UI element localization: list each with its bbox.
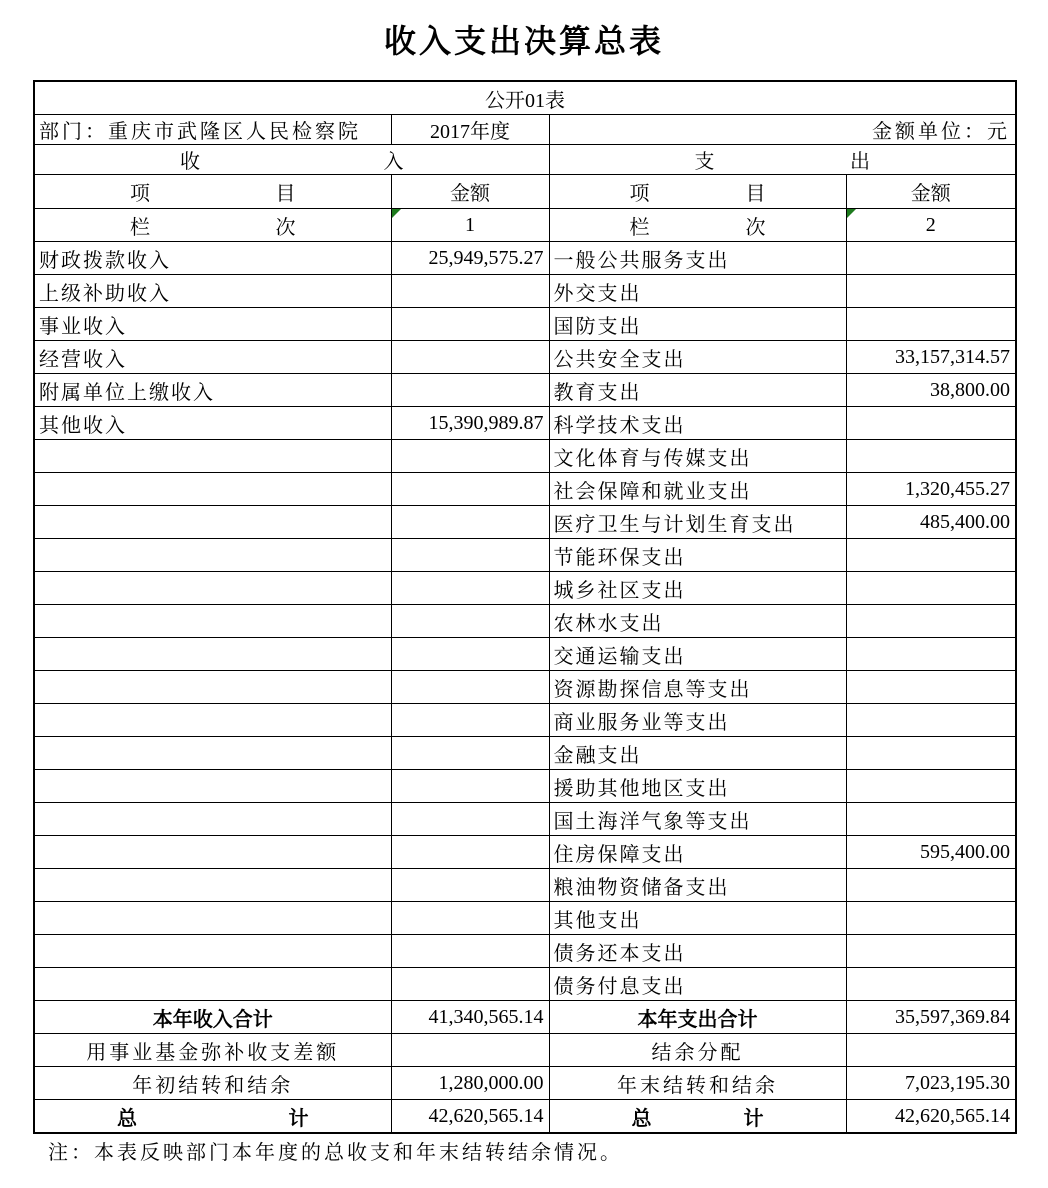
expense-amount-cell	[846, 539, 1016, 572]
income-item-cell	[34, 968, 391, 1001]
expense-item-cell: 外交支出	[549, 275, 846, 308]
income-total-amount: 41,340,565.14	[391, 1001, 549, 1034]
income-item-cell: 财政拨款收入	[34, 242, 391, 275]
income-item-cell: 经营收入	[34, 341, 391, 374]
expense-item-cell: 文化体育与传媒支出	[549, 440, 846, 473]
income-grand-total-label-text: 总 计	[117, 1107, 309, 1130]
income-column-number: 1	[465, 213, 475, 236]
table-row	[34, 473, 1016, 506]
income-item-cell	[34, 803, 391, 836]
fund-adjust-label: 用事业基金弥补收支差额	[34, 1034, 391, 1067]
income-amount-cell	[391, 638, 549, 671]
expense-total-amount: 35,597,369.84	[846, 1001, 1016, 1034]
expense-amount-cell	[846, 275, 1016, 308]
expense-item-cell: 债务还本支出	[549, 935, 846, 968]
table-row	[34, 935, 1016, 968]
expense-amount-cell	[846, 704, 1016, 737]
expense-amount-cell	[846, 737, 1016, 770]
table-row	[34, 407, 1016, 440]
income-amount-col-header: 金额	[391, 175, 549, 209]
column-number-row	[34, 209, 1016, 242]
income-item-cell	[34, 572, 391, 605]
expense-item-cell: 金融支出	[549, 737, 846, 770]
income-amount-cell	[391, 473, 549, 506]
income-grand-total-label	[34, 1100, 391, 1134]
income-item-cell	[34, 770, 391, 803]
expense-item-cell: 资源勘探信息等支出	[549, 671, 846, 704]
income-item-cell	[34, 935, 391, 968]
expense-amount-cell	[846, 902, 1016, 935]
income-amount-cell	[391, 671, 549, 704]
expense-item-cell: 医疗卫生与计划生育支出	[549, 506, 846, 539]
expense-item-cell: 公共安全支出	[549, 341, 846, 374]
expense-grand-total-label-text: 总 计	[631, 1107, 764, 1130]
expense-item-cell: 教育支出	[549, 374, 846, 407]
table-row	[34, 902, 1016, 935]
table-row	[34, 572, 1016, 605]
ending-carryover-label: 年末结转和结余	[549, 1067, 846, 1100]
expense-item-cell: 国防支出	[549, 308, 846, 341]
income-item-col-header	[34, 175, 391, 209]
amount-unit-label: 金额单位：元	[549, 115, 1016, 145]
expense-amount-cell	[846, 572, 1016, 605]
expense-item-cell: 社会保障和就业支出	[549, 473, 846, 506]
expense-item-cell: 科学技术支出	[549, 407, 846, 440]
income-amount-cell	[391, 572, 549, 605]
table-row	[34, 605, 1016, 638]
expense-amount-cell	[846, 605, 1016, 638]
table-row	[34, 308, 1016, 341]
income-amount-cell	[391, 506, 549, 539]
income-column-number-cell	[391, 209, 549, 242]
table-row	[34, 638, 1016, 671]
table-row	[34, 671, 1016, 704]
income-section-header-text: 收 入	[180, 151, 404, 173]
income-item-cell	[34, 737, 391, 770]
income-item-cell	[34, 671, 391, 704]
income-amount-cell	[391, 935, 549, 968]
year-total-row	[34, 1001, 1016, 1034]
income-item-cell: 附属单位上缴收入	[34, 374, 391, 407]
expense-item-cell: 节能环保支出	[549, 539, 846, 572]
table-row	[34, 869, 1016, 902]
expense-amount-cell	[846, 968, 1016, 1001]
sheet-label-row	[34, 81, 1016, 115]
expense-amount-cell	[846, 671, 1016, 704]
expense-item-cell: 国土海洋气象等支出	[549, 803, 846, 836]
fiscal-year-label: 2017年度	[391, 115, 549, 145]
footnote: 注：本表反映部门本年度的总收支和年末结转结余情况。	[48, 1142, 623, 1164]
income-amount-cell	[391, 539, 549, 572]
expense-amount-cell: 1,320,455.27	[846, 473, 1016, 506]
table-container	[33, 80, 1017, 1134]
income-amount-cell	[391, 605, 549, 638]
expense-item-cell: 援助其他地区支出	[549, 770, 846, 803]
expense-amount-cell	[846, 935, 1016, 968]
table-row	[34, 341, 1016, 374]
expense-amount-cell	[846, 869, 1016, 902]
expense-column-number: 2	[925, 213, 936, 236]
expense-amount-cell	[846, 770, 1016, 803]
income-item-cell	[34, 440, 391, 473]
column-header-row	[34, 175, 1016, 209]
expense-amount-cell	[846, 407, 1016, 440]
income-amount-cell	[391, 275, 549, 308]
expense-item-cell: 城乡社区支出	[549, 572, 846, 605]
income-amount-cell	[391, 440, 549, 473]
expense-item-cell: 其他支出	[549, 902, 846, 935]
income-section-header	[34, 145, 549, 175]
table-row	[34, 803, 1016, 836]
excel-text-marker-icon	[392, 209, 401, 218]
table-row	[34, 737, 1016, 770]
income-column-label-text: 栏 次	[130, 216, 296, 239]
income-item-cell: 其他收入	[34, 407, 391, 440]
income-item-cell	[34, 704, 391, 737]
beginning-carryover-amount: 1,280,000.00	[391, 1067, 549, 1100]
surplus-distribution-amount	[846, 1034, 1016, 1067]
section-header-row	[34, 145, 1016, 175]
expense-column-label	[549, 209, 846, 242]
grand-total-row	[34, 1100, 1016, 1134]
fund-adjust-row	[34, 1034, 1016, 1067]
income-amount-cell	[391, 374, 549, 407]
expense-section-header-text: 支 出	[694, 151, 870, 173]
table-row	[34, 770, 1016, 803]
income-total-label: 本年收入合计	[34, 1001, 391, 1034]
income-amount-cell	[391, 308, 549, 341]
expense-amount-cell	[846, 803, 1016, 836]
income-item-cell	[34, 638, 391, 671]
expense-item-cell: 一般公共服务支出	[549, 242, 846, 275]
expense-grand-total-label	[549, 1100, 846, 1134]
income-amount-cell	[391, 341, 549, 374]
income-amount-cell: 25,949,575.27	[391, 242, 549, 275]
expense-amount-col-header: 金额	[846, 175, 1016, 209]
expense-item-cell: 债务付息支出	[549, 968, 846, 1001]
expense-item-cell: 商业服务业等支出	[549, 704, 846, 737]
expense-item-cell: 交通运输支出	[549, 638, 846, 671]
expense-section-header	[549, 145, 1016, 175]
expense-amount-cell	[846, 308, 1016, 341]
sheet-label: 公开01表	[34, 81, 1016, 115]
income-amount-cell	[391, 869, 549, 902]
expense-item-col-header-text: 项 目	[629, 183, 766, 205]
expense-amount-cell	[846, 440, 1016, 473]
income-item-cell	[34, 869, 391, 902]
surplus-distribution-label: 结余分配	[549, 1034, 846, 1067]
page-title: 收入支出决算总表	[383, 23, 664, 59]
expense-amount-cell: 33,157,314.57	[846, 341, 1016, 374]
expense-amount-cell: 485,400.00	[846, 506, 1016, 539]
income-amount-cell	[391, 902, 549, 935]
table-row	[34, 836, 1016, 869]
income-column-label	[34, 209, 391, 242]
fund-adjust-amount	[391, 1034, 549, 1067]
income-amount-cell	[391, 770, 549, 803]
expense-amount-cell	[846, 638, 1016, 671]
excel-text-marker-icon	[847, 209, 856, 218]
expense-item-cell: 粮油物资储备支出	[549, 869, 846, 902]
income-item-cell	[34, 902, 391, 935]
carryover-row	[34, 1067, 1016, 1100]
table-row	[34, 242, 1016, 275]
expense-item-cell: 住房保障支出	[549, 836, 846, 869]
expense-item-cell: 农林水支出	[549, 605, 846, 638]
income-item-cell	[34, 836, 391, 869]
table-row	[34, 968, 1016, 1001]
income-item-cell	[34, 506, 391, 539]
income-item-col-header-text: 项 目	[130, 183, 296, 205]
income-amount-cell	[391, 803, 549, 836]
expense-amount-cell	[846, 242, 1016, 275]
income-grand-total-amount: 42,620,565.14	[391, 1100, 549, 1134]
meta-row	[34, 115, 1016, 145]
income-amount-cell	[391, 836, 549, 869]
ending-carryover-amount: 7,023,195.30	[846, 1067, 1016, 1100]
table-row	[34, 539, 1016, 572]
income-expense-summary-table	[33, 80, 1017, 1134]
income-item-cell: 事业收入	[34, 308, 391, 341]
income-amount-cell	[391, 704, 549, 737]
income-item-cell	[34, 473, 391, 506]
income-amount-cell: 15,390,989.87	[391, 407, 549, 440]
table-row	[34, 440, 1016, 473]
income-item-cell	[34, 605, 391, 638]
income-amount-cell	[391, 737, 549, 770]
expense-column-number-cell	[846, 209, 1016, 242]
table-row	[34, 506, 1016, 539]
beginning-carryover-label: 年初结转和结余	[34, 1067, 391, 1100]
expense-amount-cell: 595,400.00	[846, 836, 1016, 869]
expense-column-label-text: 栏 次	[629, 216, 766, 239]
table-row	[34, 374, 1016, 407]
expense-grand-total-amount: 42,620,565.14	[846, 1100, 1016, 1134]
department-label: 部门：重庆市武隆区人民检察院	[34, 115, 391, 145]
income-item-cell	[34, 539, 391, 572]
table-row	[34, 275, 1016, 308]
table-row	[34, 704, 1016, 737]
income-item-cell: 上级补助收入	[34, 275, 391, 308]
expense-total-label: 本年支出合计	[549, 1001, 846, 1034]
income-amount-cell	[391, 968, 549, 1001]
expense-amount-cell: 38,800.00	[846, 374, 1016, 407]
expense-item-col-header	[549, 175, 846, 209]
